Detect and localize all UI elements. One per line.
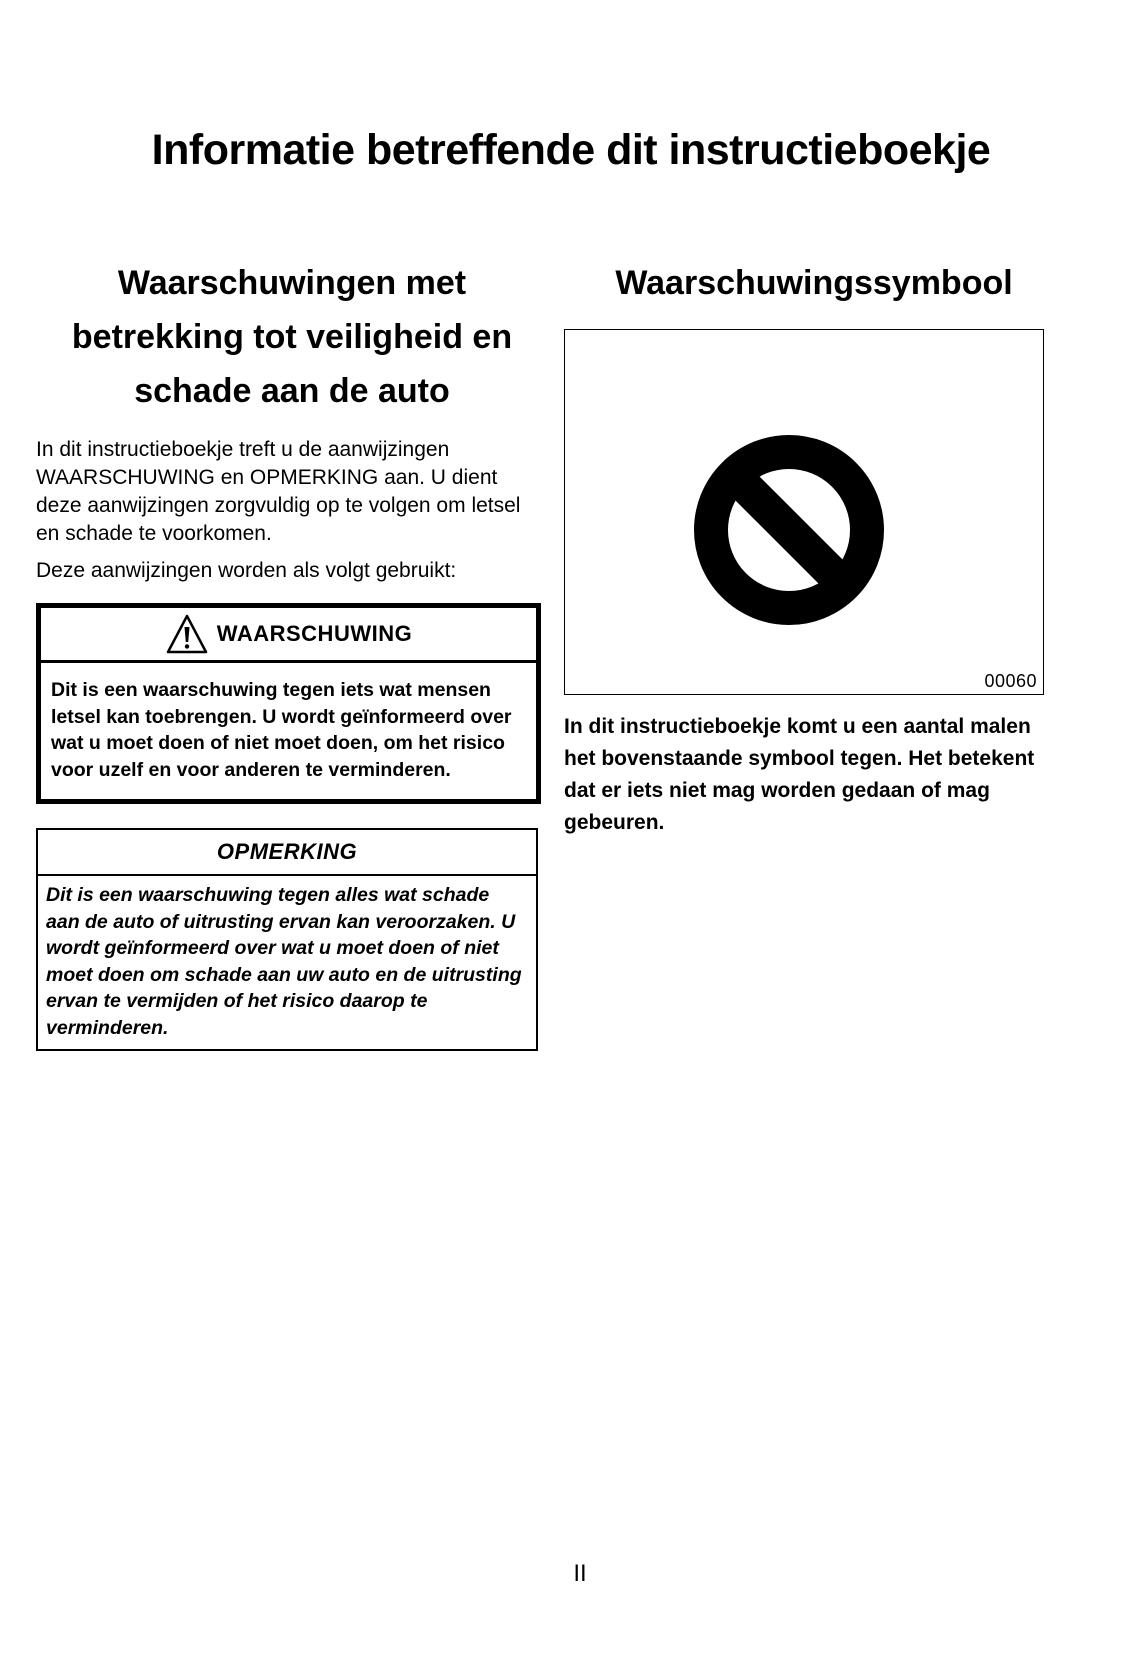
warning-title: WAARSCHUWING — [216, 621, 413, 646]
prohibition-icon — [694, 435, 884, 625]
warning-text: Dit is een waarschuwing tegen iets wat mensen letsel kan toebrengen. U wordt geïnformeerd over wat u moet doen of niet moet doen, om het risico voor uzelf en voor anderen te verminderen. — [51, 679, 512, 781]
heading-line-2: betrekking tot veiligheid en — [71, 318, 513, 356]
figure-code: 00060 — [984, 671, 1037, 691]
symbol-figure — [564, 329, 1044, 695]
heading-line-1: Waarschuwingen met — [117, 264, 467, 302]
note-header — [38, 830, 536, 876]
note-title: OPMERKING — [216, 839, 358, 864]
warning-box — [36, 603, 541, 804]
symbol-description: In dit instructieboekje komt u een aantal malen het bovenstaande symbool tegen. Het betekent dat er iets niet mag worden gedaan of mag gebeuren. — [564, 715, 1035, 834]
warning-header — [41, 608, 536, 663]
page-number: II — [573, 1560, 587, 1587]
note-box — [36, 828, 538, 1051]
safety-warnings-heading — [36, 256, 548, 418]
warning-triangle-icon — [165, 613, 209, 655]
intro-paragraph: In dit instructieboekje treft u de aanwijzingen WAARSCHUWING en OPMERKING aan. U dient deze aanwijzingen zorgvuldig op te volgen om letsel en schade te voorkomen. — [36, 438, 521, 545]
note-text: Dit is een waarschuwing tegen alles wat schade aan de auto of uitrusting ervan kan veroorzaken. U wordt geïnformeerd over wat u moet doen of niet moet doen om schade aan uw auto en de uitrusting ervan te vermijden of het risico daarop te verminderen. — [46, 884, 522, 1039]
heading-line-3: schade aan de auto — [134, 372, 450, 410]
page-title: Informatie betreffende dit instructieboekje — [151, 126, 991, 174]
left-column — [36, 256, 548, 1051]
warning-symbol-heading: Waarschuwingssymbool — [615, 264, 1013, 302]
right-column — [564, 256, 1064, 839]
usage-line: Deze aanwijzingen worden als volgt gebruikt: — [36, 559, 457, 582]
